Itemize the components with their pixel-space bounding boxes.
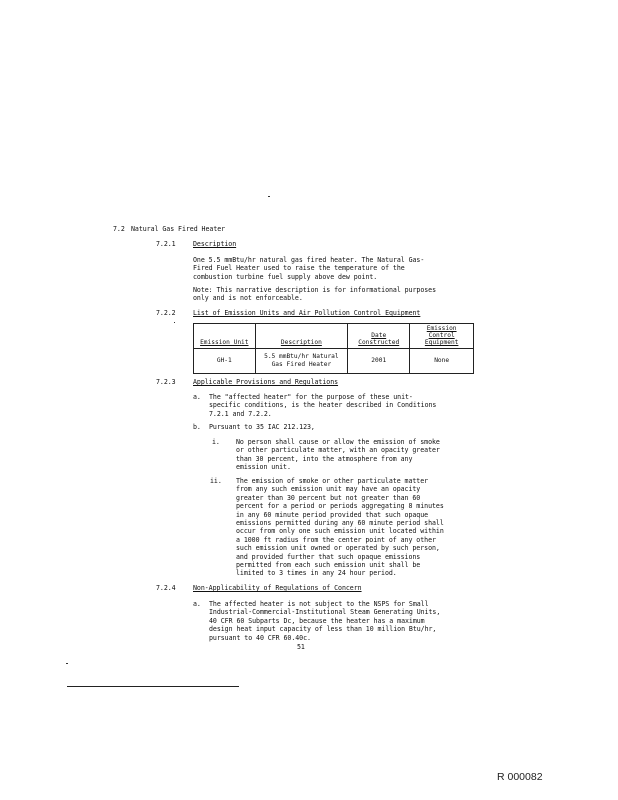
item-line: from any such emission unit may have an opacity [236,485,421,494]
subsection-723-number: 7.2.3 [156,378,176,386]
item-line: 40 CFR 60 Subparts Dc, because the heater has a maximum [209,616,425,625]
item-ii-label: ii. [210,477,222,485]
item-line: such emission unit owned or operated by such person, [236,544,440,553]
item-line: or other particulate matter, with an opacity greater [236,446,440,455]
item-a-text [209,393,509,418]
subsection-723-heading: Applicable Provisions and Regulations [193,378,339,386]
item-line: 7.2.1 and 7.2.2. [209,409,272,418]
item-line: emissions permitted during any 60 minute period shall [236,519,444,528]
item-i-label: i. [212,438,220,446]
description-line: One 5.5 mmBtu/hr natural gas fired heater. The Natural Gas- [193,256,425,264]
table-cell: None [410,348,474,373]
item-a-label: a. [193,393,201,401]
scan-speck [174,322,175,323]
bates-number: R 000082 [497,771,543,783]
description-paragraph [193,256,493,281]
item-line: specific conditions, is the heater described in Conditions [209,401,437,410]
subsection-724-number: 7.2.4 [156,584,176,592]
item-b-text: Pursuant to 35 IAC 212.123, [209,423,315,431]
item-line: The affected heater is not subject to the NSPS for Small [209,600,429,608]
page-number: 51 [297,643,305,651]
item-line: limited to 3 times in any 24 hour period. [236,569,397,578]
table-header-cell: Description [255,324,348,349]
item-a-label: a. [193,600,201,608]
subsection-722-heading: List of Emission Units and Air Pollution Control Equipment [193,309,421,317]
item-line: occur from only one such emission unit located within [236,527,444,536]
item-line: pursuant to 40 CFR 60.40c. [209,633,311,642]
table-header-cell: Emission Unit [194,324,256,349]
item-line: The emission of smoke or other particulate matter [236,477,429,485]
table-header-row [194,324,474,349]
item-line: percent for a period or periods aggregating 8 minutes [236,502,444,511]
item-line: in any 60 minute period provided that such opaque [236,510,429,519]
section-title: Natural Gas Fired Heater [131,225,226,233]
scan-speck [66,663,68,664]
item-line: emission unit. [236,463,291,472]
emission-units-table [193,323,474,374]
item-line: No person shall cause or allow the emission of smoke [236,438,440,446]
scan-speck [268,196,270,197]
item-ii-text [236,477,536,578]
item-line: permitted from each such emission unit shall be [236,561,421,570]
item-line: Industrial-Commercial-Institutional Steam Generating Units, [209,608,441,617]
table-cell: GH-1 [194,348,256,373]
note-paragraph [193,286,493,303]
item-line: greater than 30 percent but not greater than 60 [236,493,421,502]
description-line: combustion turbine fuel supply above dew point. [193,272,378,281]
item-i-text [236,438,536,472]
table-cell: 2001 [348,348,410,373]
item-b-label: b. [193,423,201,431]
subsection-721-heading: Description [193,240,237,248]
footnote-rule [67,686,239,687]
section-number: 7.2 [113,225,125,233]
item-line: The "affected heater" for the purpose of these unit- [209,393,413,401]
item-a-text [209,600,509,642]
table-row [194,348,474,373]
item-line: than 30 percent, into the atmosphere from any [236,454,413,463]
subsection-724-heading: Non-Applicability of Regulations of Concern [193,584,362,592]
item-line: design heat input capacity of less than 10 million Btu/hr, [209,625,437,634]
table-header-cell: Date Constructed [348,324,410,349]
subsection-721-number: 7.2.1 [156,240,176,248]
table-cell: 5.5 mmBtu/hr Natural Gas Fired Heater [255,348,348,373]
table-header-cell: Emission Control Equipment [410,324,474,349]
note-line: Note: This narrative description is for informational purposes [193,286,437,294]
item-line: and provided further that such opaque emissions [236,552,421,561]
item-line: a 1000 ft radius from the center point of any other [236,535,436,544]
description-line: Fired Fuel Heater used to raise the temperature of the [193,264,405,273]
subsection-722-number: 7.2.2 [156,309,176,317]
note-line: only and is not enforceable. [193,294,303,303]
